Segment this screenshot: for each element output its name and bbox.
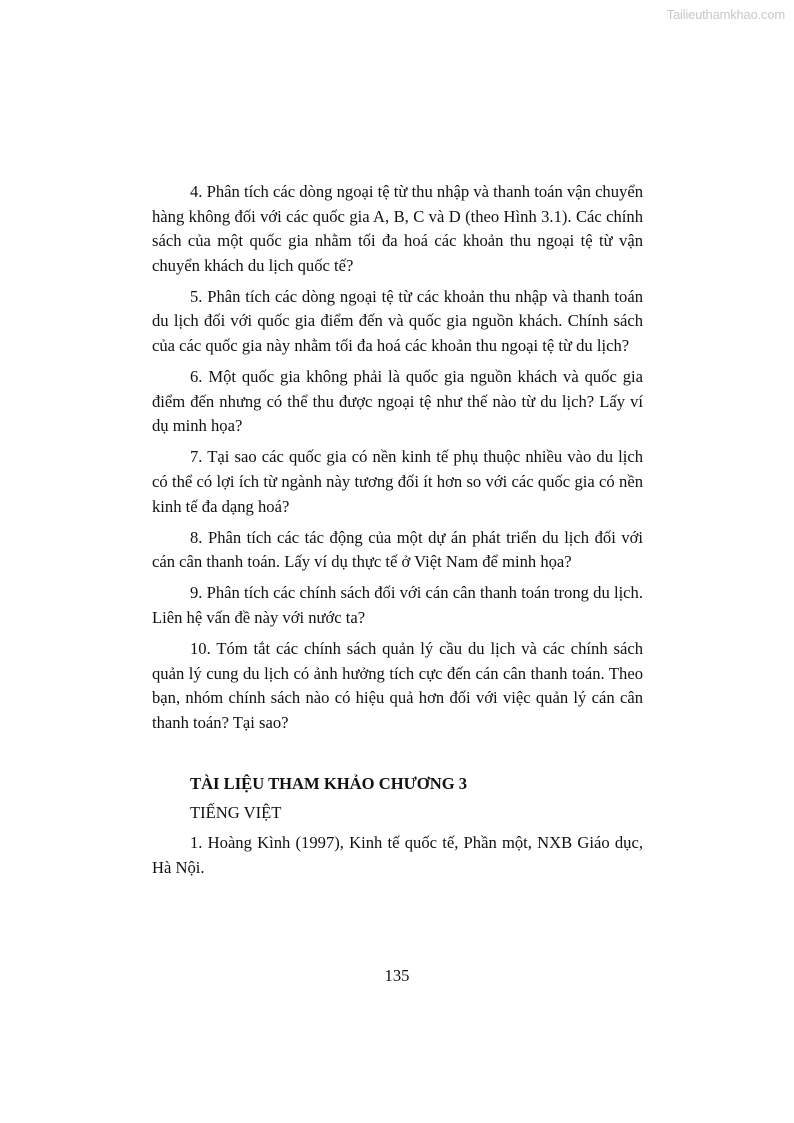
review-questions: [152, 180, 643, 742]
references-subheading: TIẾNG VIỆT: [190, 803, 282, 822]
question-4: 4. Phân tích các dòng ngoại tệ từ thu nhập và thanh toán vận chuyển hàng không đối với các quốc gia A, B, C và D (theo Hình 3.1). Các chính sách của một quốc gia nhằm tối đa hoá các khoản thu ngoại tệ từ vận chuyển khách du lịch quốc tế?: [152, 182, 643, 275]
question-6: 6. Một quốc gia không phải là quốc gia nguồn khách và quốc gia điểm đến nhưng có thể thu được ngoại tệ như thế nào từ du lịch? Lấy ví dụ minh họa?: [152, 367, 643, 436]
page-number: 135: [384, 966, 410, 985]
watermark: Tailieuthamkhao.com: [666, 7, 785, 22]
question-10: 10. Tóm tắt các chính sách quản lý cầu du lịch và các chính sách quản lý cung du lịch có ảnh hưởng tích cực đến cán cân thanh toán. Theo bạn, nhóm chính sách nào có hiệu quả hơn đối với việc quản lý cán cân thanh toán? Tại sao?: [152, 639, 643, 732]
question-5: 5. Phân tích các dòng ngoại tệ từ các khoản thu nhập và thanh toán du lịch đối với quốc gia điểm đến và quốc gia nguồn khách. Chính sách của các quốc gia này nhằm tối đa hoá các khoản thu ngoại tệ từ du lịch?: [152, 286, 643, 356]
question-9: 9. Phân tích các chính sách đối với cán cân thanh toán trong du lịch. Liên hệ vấn đề này với nước ta?: [152, 583, 643, 627]
references-heading: TÀI LIỆU THAM KHẢO CHƯƠNG 3: [190, 774, 468, 793]
question-7: 7. Tại sao các quốc gia có nền kinh tế phụ thuộc nhiều vào du lịch có thể có lợi ích từ ngành này tương đối ít hơn so với các quốc gia có nền kinh tế đa dạng hoá?: [152, 447, 643, 516]
question-8: 8. Phân tích các tác động của một dự án phát triển du lịch đối với cán cân thanh toán. Lấy ví dụ thực tế ở Việt Nam để minh họa?: [152, 527, 643, 572]
reference-item: 1. Hoàng Kình (1997), Kinh tế quốc tế, Phần một, NXB Giáo dục, Hà Nội.: [152, 833, 643, 877]
